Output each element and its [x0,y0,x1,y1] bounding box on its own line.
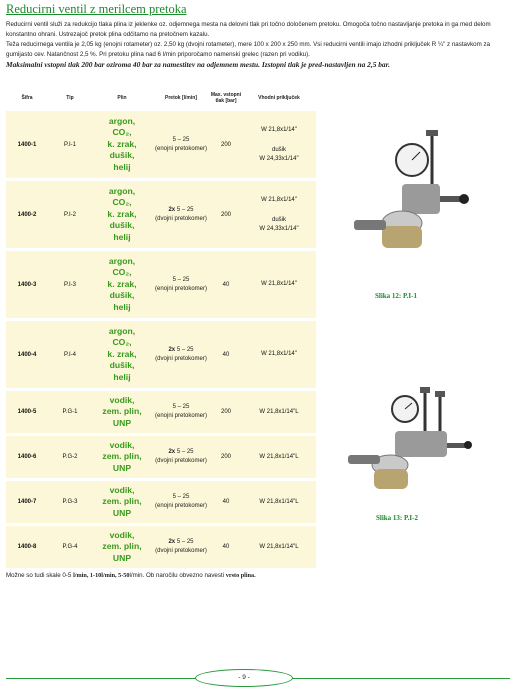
intro-paragraph-3: Maksimalni vstopni tlak 200 bar oziroma 40 bar za namestitev na odjemnem mestu. Izstopni tlak je pred-nastavljen na 2,5 bar. [6,60,390,69]
gas-name: UNP [112,552,132,563]
flow-value: 5 – 25 [172,136,190,143]
cell-tlak: 40 [222,544,230,550]
gas-name: CO₂, [112,337,132,348]
flow-multiplier: 2x [168,346,176,353]
flow-range [152,538,210,547]
cell-prikljucek [242,408,316,417]
table-row [6,436,316,478]
cell-sifra: 1400-7 [17,499,37,505]
connector-spec: W 21,8x1/14" [261,281,297,287]
cell-tlak: 40 [222,281,230,288]
flow-value: 5 – 25 [176,449,194,455]
connector-spec: W 21,8x1/14"L [259,498,299,505]
gas-name: k. zrak, [107,208,137,219]
page-number: - 9 - [195,669,293,687]
cell-tlak: 200 [220,454,231,460]
gas-name: helij [113,231,131,242]
table-row [6,111,316,178]
flow-range [152,206,210,215]
cell-tip: P.I-1 [64,141,76,148]
flow-value: 5 – 25 [176,206,194,213]
figure-caption-12: Slika 12: P.I-1 [375,292,417,300]
cell-tip: P.G-1 [62,409,78,415]
cell-sifra: 1400-1 [17,141,37,148]
flow-range [152,448,210,457]
footnote-bold-1: l/min, 1-10l/min, 5-50 [73,572,130,579]
header-tlak: Max. vstopni tlak [bar] [210,92,242,104]
table-row [6,481,316,523]
cell-prikljucek [242,543,316,552]
flow-range [152,346,210,355]
gas-name: helij [113,371,131,382]
flowmeter-type: (dvojni pretokomer) [155,458,207,464]
table-row [6,526,316,568]
intro-text [6,20,510,70]
cell-prikljucek [242,498,316,507]
regulator-knob-icon [374,469,408,489]
gas-name: CO₂, [112,267,132,278]
gas-name: vodik, [109,394,135,405]
flow-value: 5 – 25 [172,276,190,283]
footnote-text-2: l/min. Ob naročilu obvezno navesti [129,572,226,579]
flow-multiplier: 2x [168,449,176,455]
cell-pretok [152,206,210,224]
header-prikljucek: Vhodni priključek [258,95,300,101]
cell-prikljucek [242,196,316,234]
cell-tip: P.I-4 [64,351,76,358]
page-title: Reducirni ventil z merilcem pretoka [6,2,187,16]
cell-plin [92,395,152,430]
gas-name: CO₂, [112,197,132,208]
cell-plin [92,256,152,314]
product-table [6,85,316,571]
cell-pretok [152,448,210,466]
gas-name: vodik, [109,439,135,450]
flow-range [152,493,210,502]
gas-name: helij [113,301,131,312]
gas-name: zem. plin, [102,451,142,462]
connector-spec: W 21,8x1/14"L [259,543,299,550]
cell-plin [92,485,152,520]
flow-value: 5 – 25 [176,346,194,353]
footnote [6,572,256,579]
cell-tlak: 40 [222,351,230,358]
gas-name: CO₂, [112,127,132,138]
header-pretok: Pretok [l/min] [165,95,197,101]
flowmeter-cap-icon [426,130,438,136]
gas-name: argon, [108,255,136,266]
intro-paragraph-1: Reducirni ventil služi za redukcijo tlaka plina iz jeklenke oz. odjemnega mesta na delovni tlak pri točno določenem pretoku. Omogoča točno nastavljanje pretoka in ga med delom konstantno ohrani. Ustrezajoč pretok plina odčitamo na pretočnem kazalu. [6,21,491,38]
cell-sifra: 1400-8 [17,544,37,550]
cell-tip: P.G-3 [62,499,78,505]
cell-pretok [152,276,210,294]
flow-value: 5 – 25 [172,404,190,410]
intro-paragraph-2: Teža reducirnega ventila je 2,05 kg (enojni rotameter) oz. 2,50 kg (dvojni rotameter), mere 100 x 200 x 250 mm. Vsi reducirni ventili imajo izhodni priključek R ¼" z nastavkom za gumijasto cev. Natančnost 2,5 %. Pri pretoku plina nad 6 l/min priporočamo namenski grelec (razen pri vodiku). [6,41,491,58]
flowmeter-type: (enojni pretokomer) [154,503,208,509]
connector-spec: dušik [271,146,286,153]
cell-pretok [152,538,210,556]
footnote-text-1: Možne so tudi skale 0-5 [6,572,74,579]
flowmeter-type: (dvojni pretokomer) [155,215,207,222]
regulator-photo-1 [340,128,480,298]
footnote-bold-2: vrsto plina. [225,572,256,579]
gas-name: dušik, [109,290,135,301]
cell-plin [92,326,152,384]
flow-range [152,276,210,285]
connector-spec: W 24,33x1/14" [259,225,299,232]
gas-name: k. zrak, [107,348,137,359]
cell-prikljucek [242,350,316,359]
flowmeter-type: (enojni pretokomer) [154,145,208,152]
gas-name: UNP [112,507,132,518]
flowmeter-type: (enojni pretokomer) [154,285,208,292]
cell-tip: P.I-3 [64,281,76,288]
cell-sifra: 1400-5 [17,409,37,415]
cell-prikljucek [242,126,316,164]
cell-sifra: 1400-4 [17,351,37,358]
header-plin: Plin [117,95,127,101]
regulator-body-icon [402,184,440,214]
header-sifra: Šifra [21,95,33,101]
connector-spec: W 21,8x1/14" [261,351,297,357]
connector-spec: W 24,33x1/14" [259,155,299,162]
table-header [6,85,316,111]
gas-name: argon, [108,185,136,196]
inlet-nut-icon [348,455,380,464]
connector-spec: W 21,8x1/14" [261,126,297,133]
gas-name: helij [113,161,131,172]
inlet-nut-icon [354,220,386,230]
connector-spec: W 21,8x1/14"L [259,453,299,460]
header-tip: Tip [66,95,74,101]
gas-name: dušik, [109,150,135,161]
regulator-photo-2 [340,385,480,510]
cell-sifra: 1400-3 [17,281,37,288]
gas-name: dušik, [109,220,135,231]
cell-prikljucek [242,453,316,462]
cell-tip: P.G-2 [62,454,78,460]
gas-name: k. zrak, [107,278,137,289]
cell-plin [92,116,152,174]
flowmeter-type: (enojni pretokomer) [154,413,208,419]
cell-sifra: 1400-6 [17,454,37,460]
gas-name: zem. plin, [102,406,142,417]
gas-name: UNP [112,462,132,473]
flow-range [152,403,210,412]
cell-plin [92,186,152,244]
cell-tlak: 200 [220,409,231,415]
cell-pretok [152,403,210,421]
cell-tip: P.G-4 [62,544,78,550]
gas-name: vodik, [109,529,135,540]
regulator-knob-icon [382,226,422,248]
gas-name: argon, [108,325,136,336]
flowmeter-type: (dvojni pretokomer) [155,548,207,554]
flow-multiplier: 2x [168,206,176,213]
gas-name: zem. plin, [102,541,142,552]
cell-tip: P.I-2 [64,211,76,218]
table-row [6,251,316,318]
cell-tlak: 200 [220,211,231,218]
cell-pretok [152,136,210,154]
flow-multiplier: 2x [168,539,176,545]
table-body [6,111,316,568]
gas-name: zem. plin, [102,496,142,507]
cell-tlak: 200 [220,141,231,148]
connector-spec: W 21,8x1/14"L [259,408,299,415]
cell-sifra: 1400-2 [17,211,37,218]
flow-value: 5 – 25 [176,539,194,545]
table-row [6,181,316,248]
table-row [6,391,316,433]
gas-name: vodik, [109,484,135,495]
cell-tlak: 40 [222,499,230,505]
gas-name: k. zrak, [107,138,137,149]
cell-plin [92,440,152,475]
connector-spec: dušik [271,216,286,223]
cell-prikljucek [242,280,316,289]
regulator-body-icon [395,431,447,457]
flow-range [152,136,210,145]
gas-name: UNP [112,417,132,428]
flowmeter-type: (dvojni pretokomer) [155,355,207,362]
gas-name: dušik, [109,360,135,371]
cell-pretok [152,346,210,364]
cell-pretok [152,493,210,511]
connector-spec: W 21,8x1/14" [261,196,297,203]
flow-value: 5 – 25 [172,494,190,500]
table-row [6,321,316,388]
cell-plin [92,530,152,565]
figure-caption-13: Slika 13: P.I-2 [376,514,418,522]
gas-name: argon, [108,115,136,126]
